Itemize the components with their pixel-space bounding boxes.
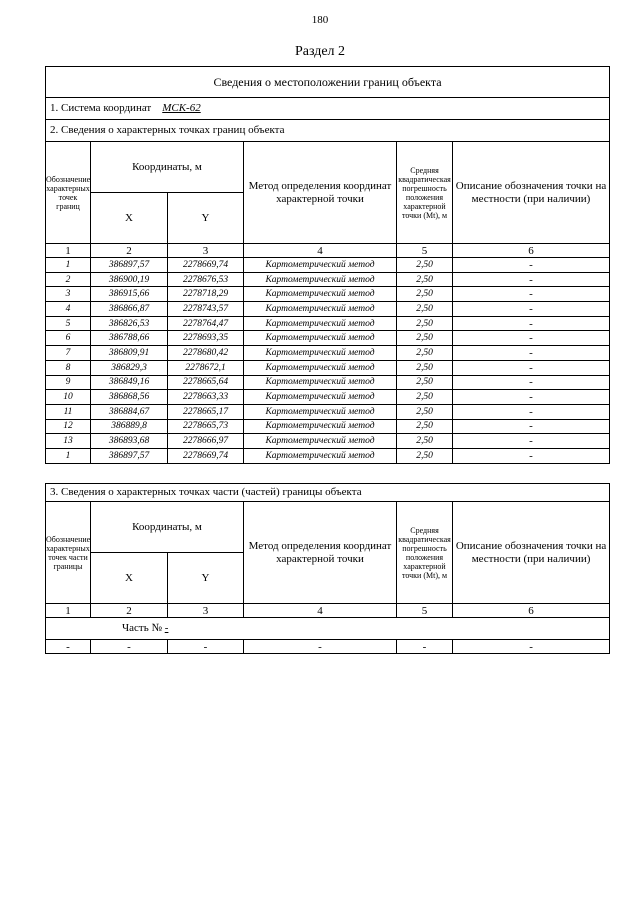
- description-cell: -: [453, 287, 610, 302]
- y-coordinate-cell: 2278666,97: [168, 434, 244, 449]
- table-row: [46, 258, 610, 273]
- header-coords: Координаты, м: [91, 142, 244, 193]
- description-cell: -: [453, 640, 610, 654]
- header-y: Y: [168, 193, 244, 244]
- accuracy-cell: 2,50: [397, 390, 453, 405]
- column-number: 5: [397, 244, 453, 258]
- table-row: [46, 360, 610, 375]
- accuracy-cell: 2,50: [397, 404, 453, 419]
- x-coordinate-cell: 386893,68: [91, 434, 168, 449]
- table-row: [46, 346, 610, 361]
- method-cell: Картометрический метод: [244, 302, 397, 317]
- accuracy-cell: 2,50: [397, 346, 453, 361]
- column-number: 4: [244, 604, 397, 618]
- description-cell: -: [453, 331, 610, 346]
- header-accuracy: Средняя квадратическая погрешность положения характерной точки (Mt), м: [397, 142, 453, 244]
- y-coordinate-cell: 2278663,33: [168, 390, 244, 405]
- coordinate-system-value: МСК-62: [162, 102, 201, 114]
- accuracy-cell: 2,50: [397, 272, 453, 287]
- column-number: 1: [46, 244, 91, 258]
- header-method: Метод определения координат характерной точки: [244, 502, 397, 604]
- table-row: [46, 302, 610, 317]
- column-number: 6: [453, 244, 610, 258]
- point-number-cell: 9: [46, 375, 91, 390]
- accuracy-cell: 2,50: [397, 434, 453, 449]
- table-row: [46, 272, 610, 287]
- accuracy-cell: 2,50: [397, 360, 453, 375]
- header-description: Описание обозначения точки на местности (при наличии): [453, 142, 610, 244]
- x-coordinate-cell: 386897,57: [91, 448, 168, 463]
- description-cell: -: [453, 448, 610, 463]
- block-title: Сведения о местоположении границ объекта: [46, 67, 610, 98]
- column-number: 3: [168, 604, 244, 618]
- table-row: [46, 448, 610, 463]
- accuracy-cell: 2,50: [397, 419, 453, 434]
- column-number: 3: [168, 244, 244, 258]
- point-number-cell: 1: [46, 258, 91, 273]
- x-coordinate-cell: 386900,19: [91, 272, 168, 287]
- table-row: [46, 331, 610, 346]
- description-cell: -: [453, 404, 610, 419]
- method-cell: Картометрический метод: [244, 272, 397, 287]
- part-number-label: Часть №: [122, 622, 162, 634]
- accuracy-cell: 2,50: [397, 331, 453, 346]
- header-point: Обозначение характерных точек части границы: [46, 502, 91, 604]
- table-row: [46, 640, 610, 654]
- description-cell: -: [453, 375, 610, 390]
- description-cell: -: [453, 272, 610, 287]
- accuracy-cell: 2,50: [397, 316, 453, 331]
- table-row: [46, 316, 610, 331]
- table-row: [46, 390, 610, 405]
- x-coordinate-cell: 386809,91: [91, 346, 168, 361]
- column-number: 6: [453, 604, 610, 618]
- point-number-cell: 13: [46, 434, 91, 449]
- point-number-cell: 8: [46, 360, 91, 375]
- point-number-cell: 6: [46, 331, 91, 346]
- coordinate-system-row: [46, 98, 610, 120]
- x-coordinate-cell: 386849,16: [91, 375, 168, 390]
- description-cell: -: [453, 258, 610, 273]
- boundary-points-table: [45, 66, 610, 464]
- section-title: Раздел 2: [294, 44, 346, 59]
- part-boundary-points-table: [45, 483, 610, 654]
- accuracy-cell: 2,50: [397, 302, 453, 317]
- x-coordinate-cell: 386884,67: [91, 404, 168, 419]
- point-number-cell: 1: [46, 448, 91, 463]
- method-cell: Картометрический метод: [244, 258, 397, 273]
- method-cell: Картометрический метод: [244, 331, 397, 346]
- description-cell: -: [453, 360, 610, 375]
- method-cell: Картометрический метод: [244, 448, 397, 463]
- coordinate-system-label: 1. Система координат: [50, 102, 152, 114]
- y-coordinate-cell: 2278764,47: [168, 316, 244, 331]
- table-row: [46, 287, 610, 302]
- point-number-cell: 10: [46, 390, 91, 405]
- method-cell: Картометрический метод: [244, 404, 397, 419]
- x-coordinate-cell: 386788,66: [91, 331, 168, 346]
- header-point: Обозначение характерных точек границ: [46, 142, 91, 244]
- description-cell: -: [453, 434, 610, 449]
- method-cell: Картометрический метод: [244, 434, 397, 449]
- y-coordinate-cell: 2278693,35: [168, 331, 244, 346]
- x-coordinate-cell: 386915,66: [91, 287, 168, 302]
- point-number-cell: -: [46, 640, 91, 654]
- point-number-cell: 2: [46, 272, 91, 287]
- part3-title: 3. Сведения о характерных точках части (частей) границы объекта: [46, 484, 610, 502]
- header-x: X: [91, 553, 168, 604]
- x-coordinate-cell: 386826,53: [91, 316, 168, 331]
- point-number-cell: 11: [46, 404, 91, 419]
- header-method: Метод определения координат характерной точки: [244, 142, 397, 244]
- part-number-row: [46, 618, 610, 640]
- accuracy-cell: -: [397, 640, 453, 654]
- y-coordinate-cell: 2278665,17: [168, 404, 244, 419]
- column-number: 1: [46, 604, 91, 618]
- point-number-cell: 7: [46, 346, 91, 361]
- header-x: X: [91, 193, 168, 244]
- column-number: 2: [91, 244, 168, 258]
- y-coordinate-cell: 2278743,57: [168, 302, 244, 317]
- y-coordinate-cell: 2278669,74: [168, 448, 244, 463]
- accuracy-cell: 2,50: [397, 287, 453, 302]
- part2-title: 2. Сведения о характерных точках границ объекта: [46, 120, 610, 142]
- y-coordinate-cell: 2278718,29: [168, 287, 244, 302]
- table-row: [46, 404, 610, 419]
- page-number: 180: [311, 14, 329, 26]
- column-number: 4: [244, 244, 397, 258]
- method-cell: Картометрический метод: [244, 375, 397, 390]
- part-number-value: -: [164, 622, 169, 634]
- column-number: 2: [91, 604, 168, 618]
- column-number-row: [46, 604, 610, 618]
- description-cell: -: [453, 302, 610, 317]
- header-description: Описание обозначения точки на местности (при наличии): [453, 502, 610, 604]
- y-coordinate-cell: 2278672,1: [168, 360, 244, 375]
- column-number-row: [46, 244, 610, 258]
- method-cell: Картометрический метод: [244, 346, 397, 361]
- x-coordinate-cell: 386889,8: [91, 419, 168, 434]
- y-coordinate-cell: 2278665,64: [168, 375, 244, 390]
- description-cell: -: [453, 419, 610, 434]
- header-y: Y: [168, 553, 244, 604]
- table-row: [46, 375, 610, 390]
- table-row: [46, 434, 610, 449]
- accuracy-cell: 2,50: [397, 448, 453, 463]
- method-cell: Картометрический метод: [244, 316, 397, 331]
- column-number: 5: [397, 604, 453, 618]
- x-coordinate-cell: 386829,3: [91, 360, 168, 375]
- x-coordinate-cell: 386868,56: [91, 390, 168, 405]
- method-cell: Картометрический метод: [244, 419, 397, 434]
- point-number-cell: 5: [46, 316, 91, 331]
- x-coordinate-cell: 386866,87: [91, 302, 168, 317]
- header-coords: Координаты, м: [91, 502, 244, 553]
- y-coordinate-cell: 2278680,42: [168, 346, 244, 361]
- accuracy-cell: 2,50: [397, 258, 453, 273]
- accuracy-cell: 2,50: [397, 375, 453, 390]
- y-coordinate-cell: 2278665,73: [168, 419, 244, 434]
- method-cell: Картометрический метод: [244, 390, 397, 405]
- point-number-cell: 4: [46, 302, 91, 317]
- method-cell: Картометрический метод: [244, 287, 397, 302]
- y-coordinate-cell: 2278669,74: [168, 258, 244, 273]
- x-coordinate-cell: -: [91, 640, 168, 654]
- y-coordinate-cell: 2278676,53: [168, 272, 244, 287]
- point-number-cell: 3: [46, 287, 91, 302]
- description-cell: -: [453, 346, 610, 361]
- table-row: [46, 419, 610, 434]
- method-cell: -: [244, 640, 397, 654]
- description-cell: -: [453, 316, 610, 331]
- point-number-cell: 12: [46, 419, 91, 434]
- description-cell: -: [453, 390, 610, 405]
- y-coordinate-cell: -: [168, 640, 244, 654]
- header-accuracy: Средняя квадратическая погрешность положения характерной точки (Mt), м: [397, 502, 453, 604]
- method-cell: Картометрический метод: [244, 360, 397, 375]
- x-coordinate-cell: 386897,57: [91, 258, 168, 273]
